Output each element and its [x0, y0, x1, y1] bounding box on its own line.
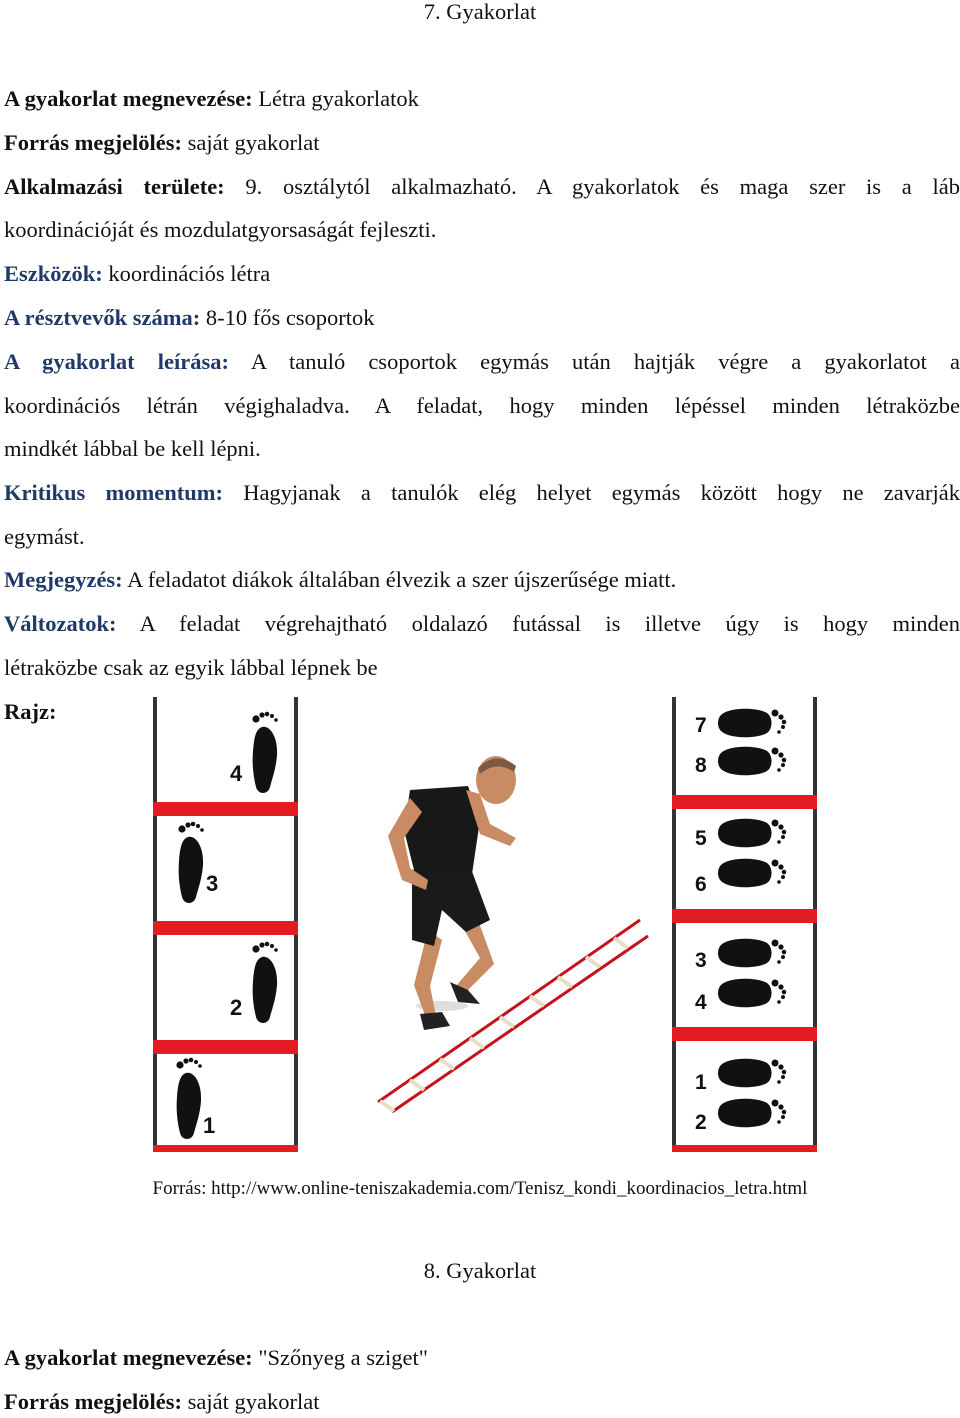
variants-row [4, 611, 960, 637]
critical-text-2: egymást. [4, 524, 85, 549]
note-row [4, 567, 960, 593]
note-label: Megjegyzés: [4, 567, 123, 592]
description-text-3: mindkét lábbal be kell lépni. [4, 436, 261, 461]
step-number: 3 [206, 871, 219, 896]
source-value: saját gyakorlat [182, 130, 320, 155]
area-text-1: 9. osztálytól alkalmazható. A gyakorlatok és maga szer is a láb [224, 174, 960, 199]
variants-label: Változatok: [4, 611, 117, 636]
area-label: Alkalmazási területe: [4, 174, 225, 199]
exercise-8-source-row [4, 1389, 960, 1415]
area-text-2: koordinációját és mozdulatgyorsaságát fejleszti. [4, 217, 437, 242]
participants-label: A résztvevők száma: [4, 305, 201, 330]
drawing-label: Rajz: [4, 699, 57, 724]
step-number: 5 [695, 827, 707, 850]
exercise-8-title: 8. Gyakorlat [423, 1258, 537, 1283]
ladder-double-step-diagram [669, 697, 821, 1152]
variants-text-1: A feladat végrehajtható oldalazó futással is illetve úgy is hogy minden [116, 611, 960, 636]
description-row [4, 349, 960, 375]
ladder-rung [153, 1040, 298, 1054]
ladder-rung [153, 802, 298, 816]
step-number: 2 [695, 1111, 707, 1134]
step-number: 1 [203, 1113, 216, 1138]
participants-row [4, 305, 960, 331]
ladder-rung [672, 795, 817, 809]
ladder-single-step-diagram [150, 697, 302, 1152]
agility-ladder-illustration [378, 920, 648, 1112]
critical-text-1: Hagyjanak a tanulók elég helyet egymás között hogy ne zavarják [222, 480, 960, 505]
step-number: 6 [695, 873, 707, 896]
exercise-name-row [4, 86, 960, 112]
exercise-8-name-label: A gyakorlat megnevezése: [4, 1345, 253, 1370]
source-label: Forrás megjelölés: [4, 130, 183, 155]
exercise-8-name-value: "Szőnyeg a sziget" [252, 1345, 428, 1370]
step-number: 4 [695, 991, 707, 1014]
description-text-1: A tanuló csoportok egymás után hajtják végre a gyakorlatot a [228, 349, 960, 374]
ladder-rung [153, 1145, 298, 1152]
ladder-exercise-photo [330, 750, 650, 1115]
description-text-2: koordinációs létrán végighaladva. A feladat, hogy minden lépéssel minden létraközbe [4, 393, 960, 418]
step-number: 8 [695, 754, 707, 777]
step-number: 3 [695, 949, 707, 972]
tools-row [4, 261, 960, 287]
participants-value: 8-10 fős csoportok [200, 305, 375, 330]
athlete-figure [388, 756, 516, 1030]
critical-row [4, 480, 960, 506]
step-number: 4 [230, 761, 243, 786]
critical-label: Kritikus momentum: [4, 480, 223, 505]
step-number: 2 [230, 995, 243, 1020]
exercise-8-name-row [4, 1345, 960, 1371]
step-number: 7 [695, 714, 707, 737]
ladder-rung [153, 921, 298, 935]
step-number: 1 [695, 1071, 707, 1094]
ladder-rail-right [813, 697, 817, 1152]
area-row [4, 174, 960, 200]
exercise-8-source-label: Forrás megjelölés: [4, 1389, 183, 1414]
tools-label: Eszközök: [4, 261, 103, 286]
exercise-name-label: A gyakorlat megnevezése: [4, 86, 253, 111]
tools-value: koordinációs létra [102, 261, 271, 286]
exercise-name-value: Létra gyakorlatok [252, 86, 419, 111]
ladder-rung [672, 909, 817, 923]
description-label: A gyakorlat leírása: [4, 349, 229, 374]
variants-text-2: létraközbe csak az egyik lábbal lépnek be [4, 655, 378, 680]
ladder-rung [672, 1145, 817, 1152]
image-source-caption: Forrás: http://www.online-teniszakademia.com/Tenisz_kondi_koordinacios_letra.html [152, 1178, 808, 1199]
ladder-rail-left [672, 697, 676, 1152]
ladder-rung [672, 1027, 817, 1041]
source-row [4, 130, 960, 156]
exercise-7-title: 7. Gyakorlat [423, 0, 537, 24]
exercise-8-source-value: saját gyakorlat [182, 1389, 320, 1414]
note-value: A feladatot diákok általában élvezik a szer újszerűsége miatt. [122, 567, 677, 592]
